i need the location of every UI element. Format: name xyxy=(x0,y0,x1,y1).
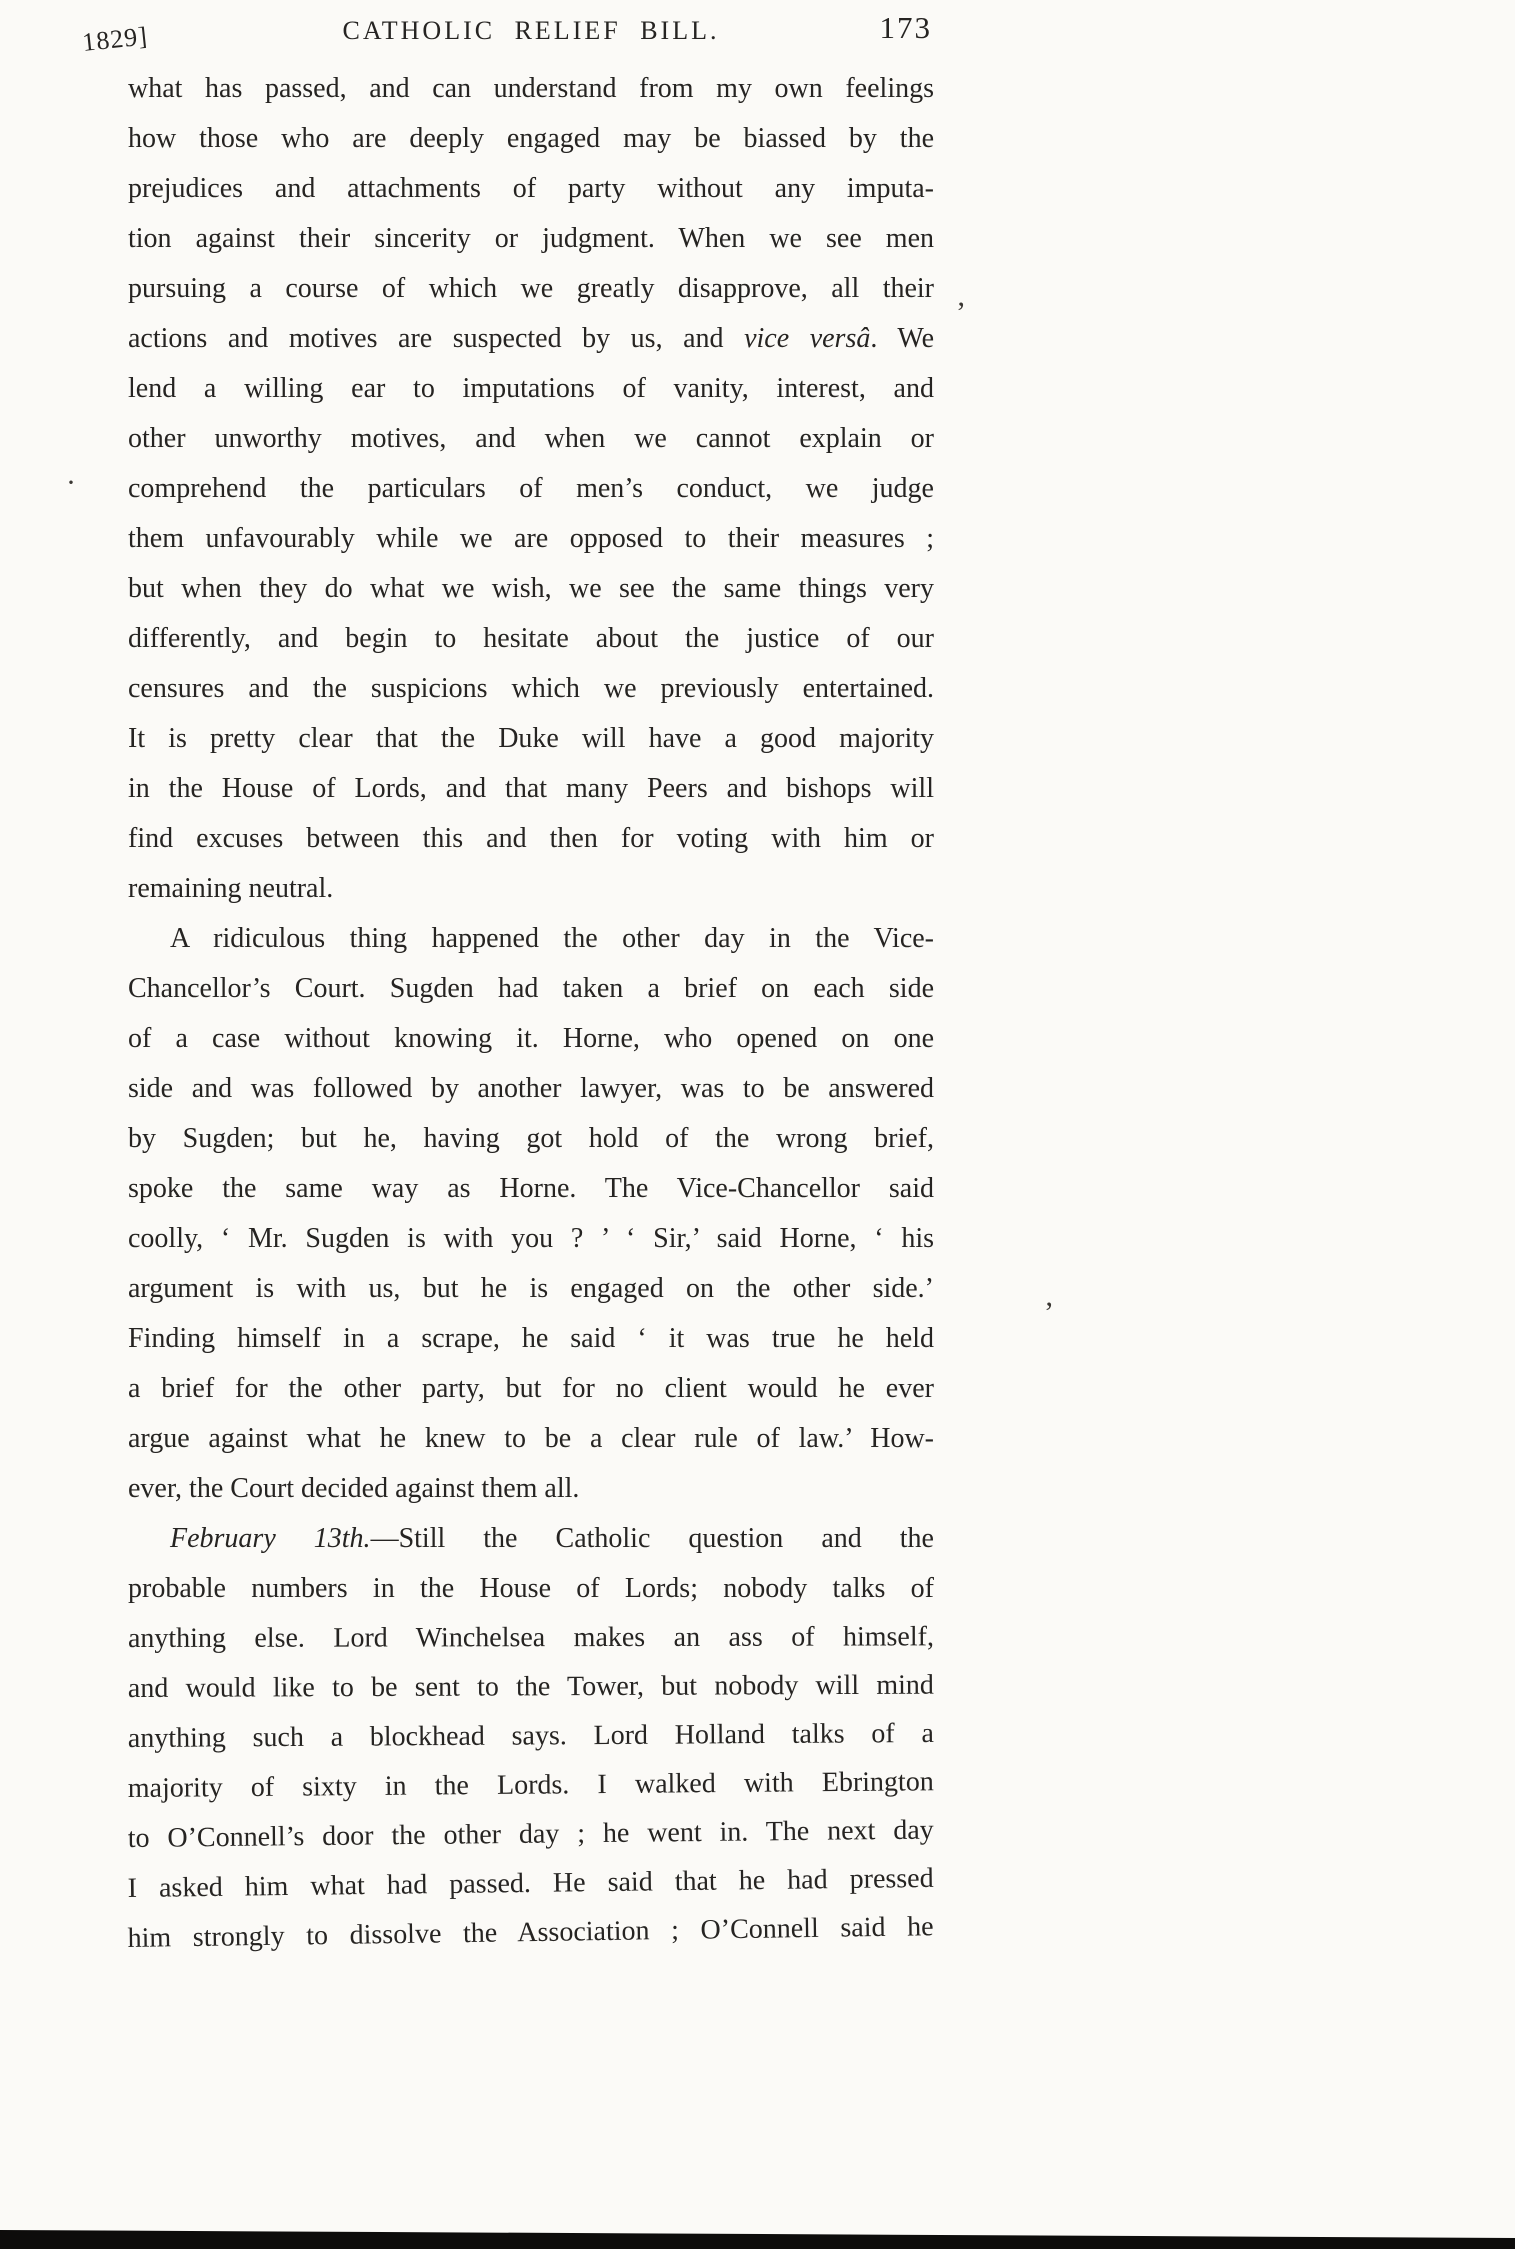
paragraph xyxy=(128,914,934,1514)
text-line xyxy=(128,1709,934,1764)
text-segment: of a case without knowing it. Horne, who opened on one xyxy=(128,1023,934,1054)
text-line xyxy=(128,164,934,214)
text-segment: and would like to be sent to the Tower, but nobody will mind xyxy=(127,1669,934,1705)
text-segment: comprehend the particulars of men’s conduct, we judge xyxy=(128,473,934,504)
text-segment: lend a willing ear to imputations of vanity, interest, and xyxy=(128,373,934,404)
text-line xyxy=(128,714,934,764)
text-line xyxy=(128,1612,934,1664)
text-segment: side and was followed by another lawyer, was to be answered xyxy=(128,1073,934,1104)
text-line xyxy=(128,1164,934,1214)
text-segment: censures and the suspicions which we previously entertained. xyxy=(128,673,934,704)
text-segment: how those who are deeply engaged may be biassed by the xyxy=(128,123,934,154)
text-segment: I asked him what had passed. He said that he had pressed xyxy=(127,1862,934,1905)
text-segment: what has passed, and can understand from my own feelings xyxy=(128,73,934,104)
scan-mark: ’ xyxy=(956,296,966,329)
text-line xyxy=(128,464,934,514)
italic-text: vice versâ xyxy=(744,323,871,354)
text-line xyxy=(128,1064,934,1114)
text-line xyxy=(128,614,934,664)
text-line xyxy=(128,564,934,614)
text-line xyxy=(128,1464,934,1514)
text-segment: tion against their sincerity or judgment. When we see men xyxy=(128,223,934,254)
scan-mark: ’ xyxy=(1044,1296,1054,1329)
text-segment: ever, the Court decided against them all. xyxy=(128,1473,580,1504)
paragraph xyxy=(128,64,934,914)
text-line xyxy=(128,1114,934,1164)
text-line xyxy=(128,1661,934,1714)
header-year: 1829] xyxy=(80,21,150,58)
header-page-number: 173 xyxy=(879,10,932,45)
text-line xyxy=(128,1314,934,1364)
text-segment: Chancellor’s Court. Sugden had taken a brief on each side xyxy=(128,973,934,1004)
text-line xyxy=(128,214,934,264)
text-segment: argument is with us, but he is engaged on the other side.’ xyxy=(128,1273,934,1304)
text-line xyxy=(128,314,934,364)
text-segment: prejudices and attachments of party without any imputa- xyxy=(128,173,934,204)
text-segment: actions and motives are suspected by us, and xyxy=(128,323,745,354)
text-line xyxy=(128,114,934,164)
running-header xyxy=(80,10,934,60)
italic-text: February 13th. xyxy=(170,1523,371,1554)
text-segment: —Still the Catholic question and the xyxy=(370,1523,934,1554)
text-line xyxy=(128,1264,934,1314)
text-segment: them unfavourably while we are opposed to their measures ; xyxy=(128,523,934,554)
text-segment: pursuing a course of which we greatly disapprove, all their xyxy=(128,273,934,304)
text-segment: in the House of Lords, and that many Peers and bishops will xyxy=(128,773,934,804)
text-segment: by Sugden; but he, having got hold of the wrong brief, xyxy=(128,1123,934,1154)
text-segment: anything such a blockhead says. Lord Holland talks of a xyxy=(127,1717,934,1755)
text-segment: find excuses between this and then for voting with him or xyxy=(128,823,934,854)
text-line xyxy=(128,1014,934,1064)
text-segment: A ridiculous thing happened the other day in the Vice- xyxy=(170,923,934,954)
text-segment: a brief for the other party, but for no client would he ever xyxy=(128,1373,934,1404)
text-line xyxy=(128,1214,934,1264)
text-line xyxy=(128,514,934,564)
text-line xyxy=(128,1364,934,1414)
text-line xyxy=(128,1514,934,1564)
text-line xyxy=(127,1902,934,1964)
text-segment: remaining neutral. xyxy=(128,873,334,904)
text-line xyxy=(128,1564,934,1614)
text-segment: spoke the same way as Horne. The Vice-Chancellor said xyxy=(128,1173,934,1204)
text-segment: argue against what he knew to be a clear rule of law.’ How- xyxy=(128,1423,934,1454)
text-segment: . We xyxy=(870,323,934,354)
text-line xyxy=(128,764,934,814)
text-line xyxy=(128,914,934,964)
text-line xyxy=(128,1757,934,1814)
scan-mark: · xyxy=(66,466,76,499)
text-segment: other unworthy motives, and when we cannot explain or xyxy=(128,423,934,454)
text-segment: probable numbers in the House of Lords; nobody talks of xyxy=(128,1573,934,1604)
text-line xyxy=(128,64,934,114)
text-segment: to O’Connell’s door the other day ; he went in. The next day xyxy=(127,1814,934,1855)
text-segment: majority of sixty in the Lords. I walked with Ebrington xyxy=(127,1766,934,1805)
header-title: CATHOLIC RELIEF BILL. xyxy=(342,16,720,45)
page-body xyxy=(128,64,934,1964)
text-line xyxy=(128,1414,934,1464)
text-line xyxy=(128,964,934,1014)
text-segment: differently, and begin to hesitate about the justice of our xyxy=(128,623,934,654)
text-line xyxy=(128,814,934,864)
text-segment: coolly, ‘ Mr. Sugden is with you ? ’ ‘ Sir,’ said Horne, ‘ his xyxy=(128,1223,934,1254)
text-line xyxy=(128,664,934,714)
text-line xyxy=(128,414,934,464)
text-line xyxy=(128,264,934,314)
scan-edge-bottom xyxy=(0,2229,1515,2249)
text-segment: Finding himself in a scrape, he said ‘ it was true he held xyxy=(128,1323,934,1354)
paragraph xyxy=(128,1514,934,1964)
text-segment: anything else. Lord Winchelsea makes an ass of himself, xyxy=(127,1621,934,1654)
text-line xyxy=(128,364,934,414)
text-line xyxy=(128,864,934,914)
text-segment: It is pretty clear that the Duke will have a good majority xyxy=(128,723,934,754)
text-segment: but when they do what we wish, we see the same things very xyxy=(128,573,934,604)
text-segment: him strongly to dissolve the Association ; O’Connell said he xyxy=(127,1911,934,1955)
